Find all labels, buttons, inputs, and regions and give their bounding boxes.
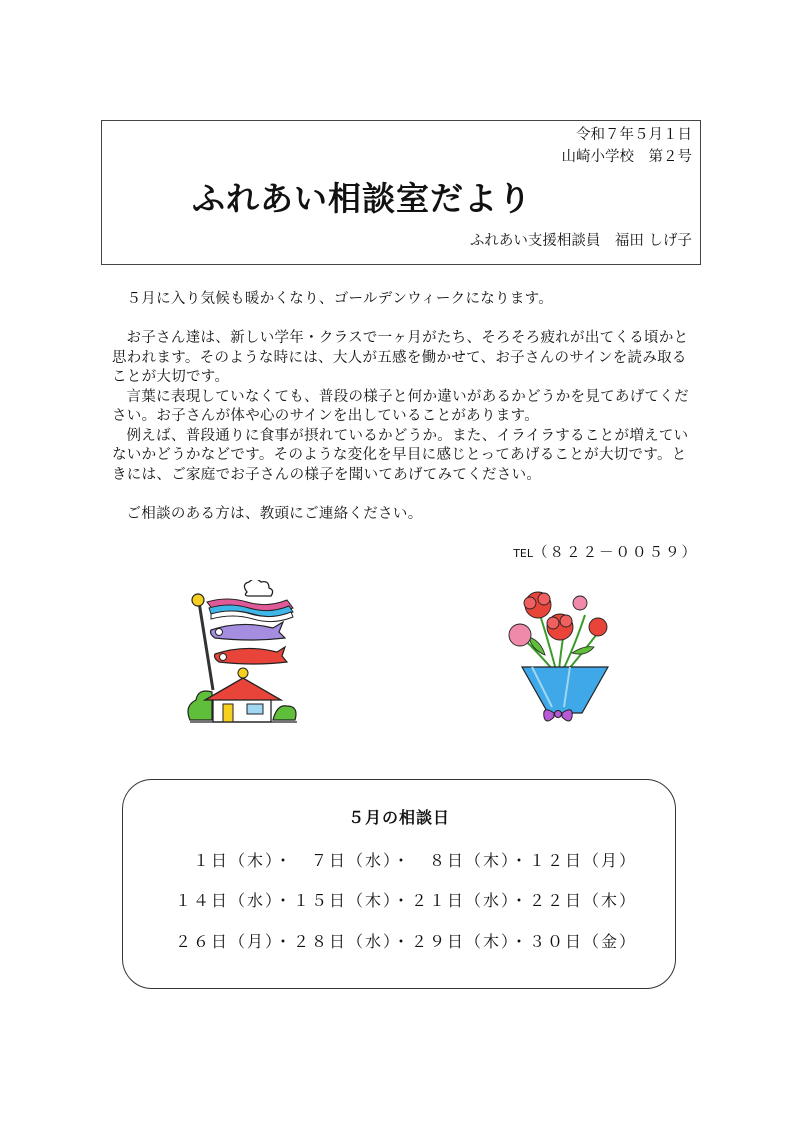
header-box [101,120,701,265]
tel-number: （８２２－００５９） [533,545,698,561]
author-line: ふれあい支援相談員 福田 しげ子 [469,233,692,249]
newsletter-title: ふれあい相談室だより [192,179,532,218]
paragraph-examples: 例えば、普段通りに食事が摂れているかどうか。また、イライラすることが増えていないかどうかなどです。そのような変化を早目に感じとってあげることが大切です。ときには、ご家庭でお子さんの様子を聞いてあげてみてください。 [112,427,689,483]
koinobori-house-icon [185,580,300,730]
school-issue-number: 山崎小学校 第２号 [561,149,692,165]
schedule-row-3: ２６日（月）・２８日（水）・２９日（木）・３０日（金） [174,932,637,951]
carnation-bouquet-icon [500,585,615,730]
schedule-row-1: １日（木）・ ７日（水）・ ８日（木）・１２日（月） [192,851,637,870]
issue-date: 令和７年５月１日 [576,127,692,143]
paragraph-intro: ５月に入り気候も暖かくなり、ゴールデンウィークになります。 [126,291,554,307]
schedule-row-2: １４日（水）・１５日（木）・２１日（水）・２２日（木） [174,891,637,910]
body-text [112,290,698,524]
consultation-schedule-box [122,779,676,989]
paragraph-contact: ご相談のある方は、教頭にご連絡ください。 [126,505,423,522]
paragraph-fatigue: お子さん達は、新しい学年・クラスで一ヶ月がたち、そろそろ疲れが出てくる頃かと思われます。そのような時には、大人が五感を働かせて、お子さんのサインを読み取ることが大切です。 [112,330,689,385]
paragraph-signs: 言葉に表現していなくても、普段の様子と何か違いがあるかどうかを見てあげてください。お子さんが体や心のサインを出していることがあります。 [112,388,689,424]
tel-label: TEL [513,547,533,560]
schedule-title: ５月の相談日 [347,808,450,827]
telephone-line [513,541,698,562]
